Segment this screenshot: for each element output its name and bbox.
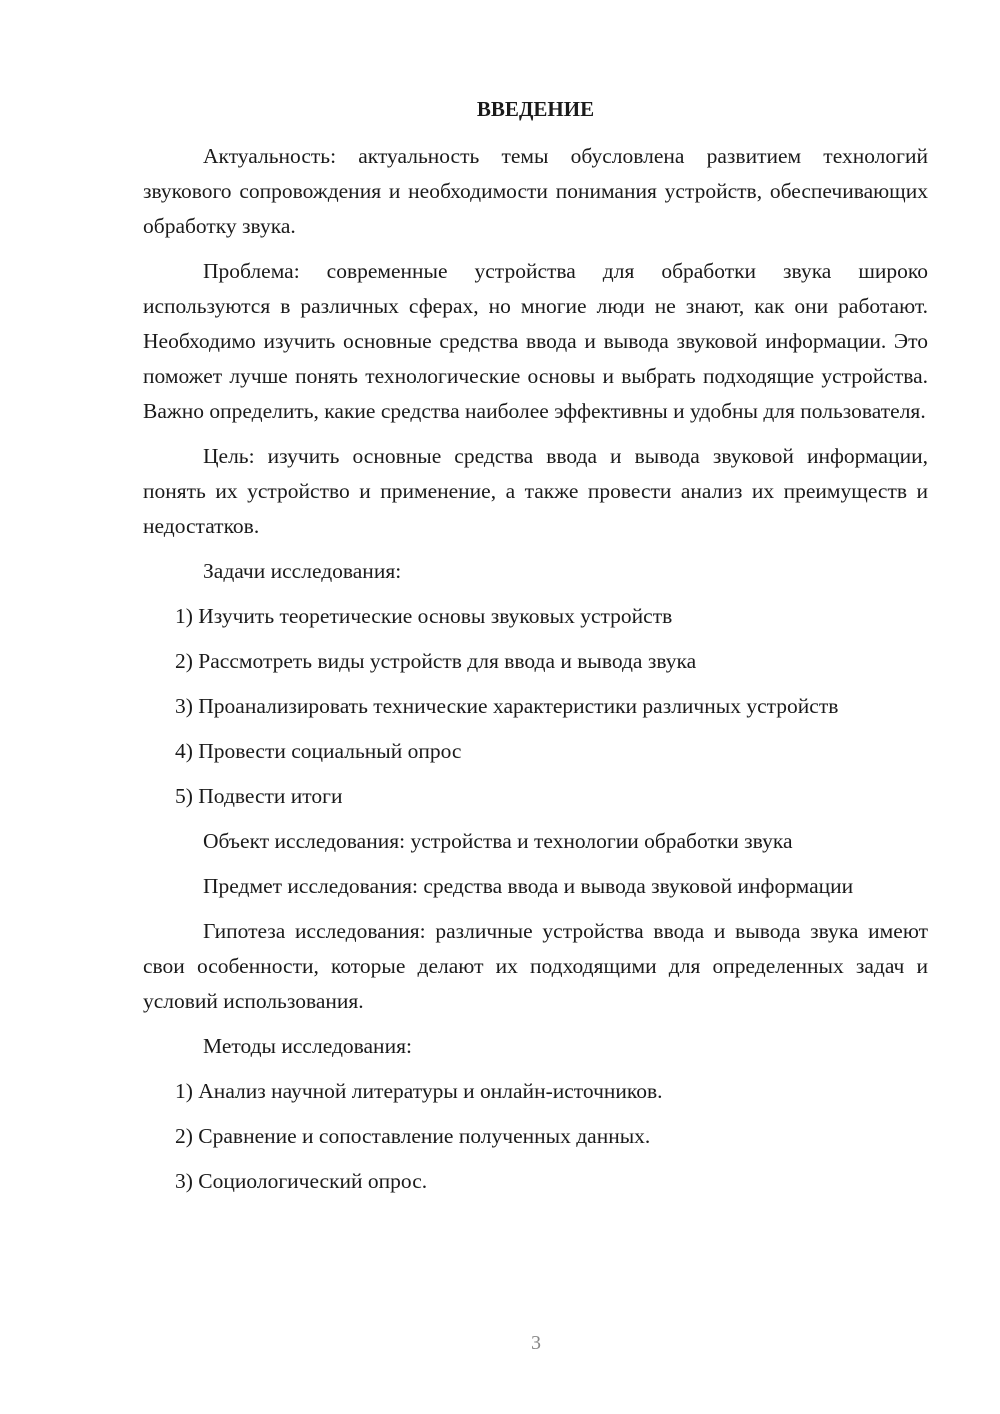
tasks-heading: Задачи исследования:	[203, 559, 402, 583]
method-item: 2) Сравнение и сопоставление полученных данных.	[175, 1124, 651, 1148]
task-item: 5) Подвести итоги	[175, 784, 343, 808]
page-number: 3	[531, 1332, 541, 1354]
goal-paragraph: Цель: изучить основные средства ввода и вывода звуковой информации, понять их устройство и применение, а также провести анализ их преимуществ и недостатков.	[143, 444, 928, 538]
document-page	[143, 92, 928, 1209]
section-title: ВВЕДЕНИЕ	[476, 97, 595, 121]
hypothesis-paragraph: Гипотеза исследования: различные устройства ввода и вывода звука имеют свои особенности, которые делают их подходящими для определенных задач и условий использования.	[143, 919, 928, 1013]
object-paragraph: Объект исследования: устройства и технологии обработки звука	[203, 829, 793, 853]
task-item: 2) Рассмотреть виды устройств для ввода и вывода звука	[175, 649, 697, 673]
method-item: 3) Социологический опрос.	[175, 1169, 428, 1193]
task-item: 3) Проанализировать технические характеристики различных устройств	[175, 694, 839, 718]
relevance-paragraph: Актуальность: актуальность темы обусловлена развитием технологий звукового сопровождения и необходимости понимания устройств, обеспечивающих обработку звука.	[143, 144, 928, 238]
methods-heading: Методы исследования:	[203, 1034, 412, 1058]
task-item: 4) Провести социальный опрос	[175, 739, 462, 763]
method-item: 1) Анализ научной литературы и онлайн-источников.	[175, 1079, 663, 1103]
task-item: 1) Изучить теоретические основы звуковых устройств	[175, 604, 673, 628]
subject-paragraph: Предмет исследования: средства ввода и вывода звуковой информации	[203, 874, 854, 898]
problem-paragraph: Проблема: современные устройства для обработки звука широко используются в различных сферах, но многие люди не знают, как они работают. Необходимо изучить основные средства ввода и вывода звуковой информации. Это поможет лучше понять технологические основы и выбрать подходящие устройства. Важно определить, какие средства наиболее эффективны и удобны для пользователя.	[143, 259, 928, 423]
